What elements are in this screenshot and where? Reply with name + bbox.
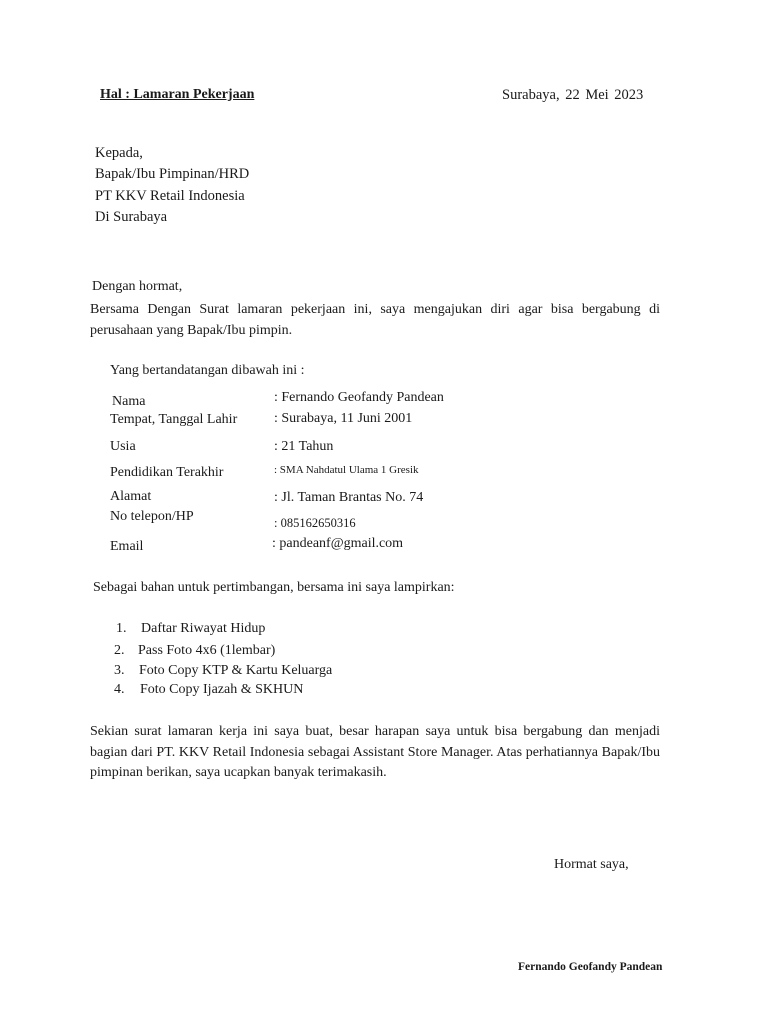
- detail-value-address: : Jl. Taman Brantas No. 74: [274, 490, 424, 505]
- recipient-salutation: Kepada,: [95, 145, 143, 161]
- attachment-number: 2.: [114, 643, 125, 658]
- closing-remark: Hormat saya,: [554, 857, 629, 872]
- detail-value-email: : pandeanf@gmail.com: [272, 536, 404, 551]
- detail-value-birth: : Surabaya, 11 Juni 2001: [274, 411, 413, 426]
- signer-name: Fernando Geofandy Pandean: [518, 961, 663, 973]
- detail-value-age: : 21 Tahun: [274, 439, 334, 454]
- detail-label-birth: Tempat, Tanggal Lahir: [110, 412, 238, 427]
- opening-paragraph: Bersama Dengan Surat lamaran pekerjaan ini, saya mengajukan diri agar bisa bergabung di perusahaan yang Bapak/Ibu pimpin.: [90, 302, 660, 338]
- attachment-item: Daftar Riwayat Hidup: [141, 621, 266, 636]
- attachment-item: Foto Copy KTP & Kartu Keluarga: [139, 663, 333, 678]
- detail-value-phone: : 085162650316: [274, 516, 356, 530]
- detail-label-education: Pendidikan Terakhir: [110, 465, 224, 480]
- attachment-number: 3.: [114, 663, 125, 678]
- recipient-position: Bapak/Ibu Pimpinan/HRD: [95, 166, 250, 182]
- letter-subject: Hal : Lamaran Pekerjaan: [100, 87, 255, 102]
- closing-paragraph: Sekian surat lamaran kerja ini saya buat, besar harapan saya untuk bisa bergabung dan menjadi bagian dari PT. KKV Retail Indonesia sebagai Assistant Store Manager. Atas perhatiannya Bapak/Ibu pimpinan berikan, saya ucapkan banyak terimakasih.: [90, 724, 660, 780]
- attachment-item: Pass Foto 4x6 (1lembar): [138, 643, 276, 658]
- place-date: Surabaya, 22 Mei 2023: [502, 87, 644, 103]
- detail-value-education: : SMA Nahdatul Ulama 1 Gresik: [274, 464, 419, 476]
- detail-value-name: : Fernando Geofandy Pandean: [274, 390, 444, 405]
- attachments-intro: Sebagai bahan untuk pertimbangan, bersama ini saya lampirkan:: [93, 580, 455, 595]
- detail-label-phone: No telepon/HP: [110, 509, 194, 524]
- detail-label-name: Nama: [112, 394, 146, 409]
- details-intro: Yang bertandatangan dibawah ini :: [110, 363, 305, 378]
- recipient-company: PT KKV Retail Indonesia: [95, 188, 245, 204]
- attachment-number: 4.: [114, 682, 125, 697]
- greeting: Dengan hormat,: [92, 279, 183, 294]
- attachment-number: 1.: [116, 621, 127, 636]
- attachment-item: Foto Copy Ijazah & SKHUN: [140, 682, 304, 697]
- detail-label-address: Alamat: [110, 489, 152, 504]
- detail-label-email: Email: [110, 539, 144, 554]
- detail-label-age: Usia: [110, 439, 136, 454]
- recipient-city: Di Surabaya: [95, 209, 168, 225]
